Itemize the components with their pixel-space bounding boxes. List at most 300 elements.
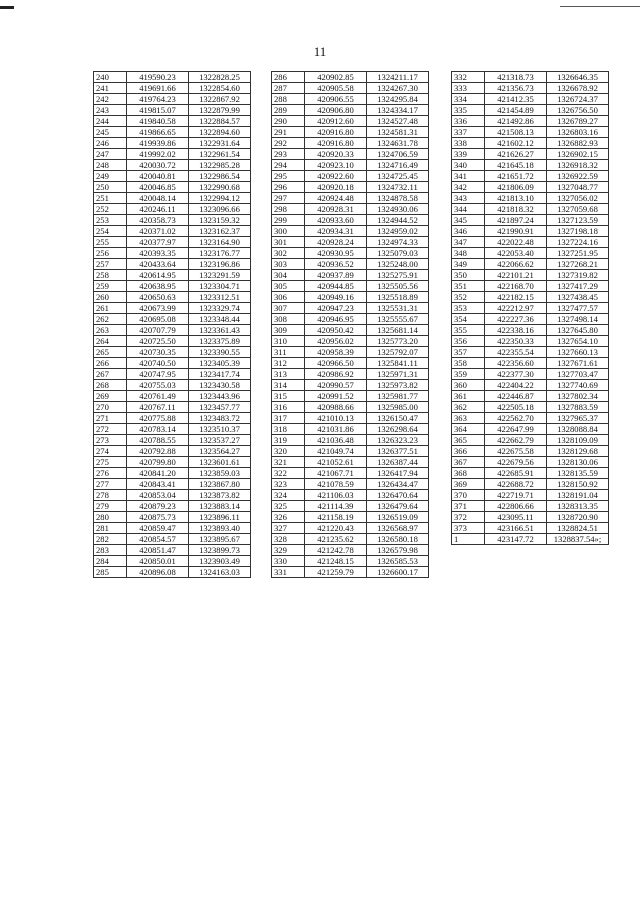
x-coordinate-cell: 420930.95 [305, 248, 367, 259]
table-row [452, 105, 609, 116]
x-coordinate-cell: 421052.61 [305, 457, 367, 468]
point-number-cell: 246 [94, 138, 127, 149]
x-coordinate-cell: 420859.47 [127, 523, 189, 534]
y-coordinate-cell: 1323443.96 [189, 391, 251, 402]
y-coordinate-cell: 1326678.92 [547, 83, 609, 94]
point-number-cell: 284 [94, 556, 127, 567]
x-coordinate-cell: 419992.02 [127, 149, 189, 160]
table-row [94, 325, 251, 336]
y-coordinate-cell: 1322986.54 [189, 171, 251, 182]
table-row [94, 512, 251, 523]
y-coordinate-cell: 1326434.47 [367, 479, 429, 490]
x-coordinate-cell: 422212.97 [485, 303, 547, 314]
table-row [94, 336, 251, 347]
point-number-cell: 307 [272, 303, 305, 314]
x-coordinate-cell: 420966.50 [305, 358, 367, 369]
y-coordinate-cell: 1328720.90 [547, 512, 609, 523]
table-row [94, 105, 251, 116]
y-coordinate-cell: 1324631.78 [367, 138, 429, 149]
x-coordinate-cell: 422562.70 [485, 413, 547, 424]
y-coordinate-cell: 1326882.93 [547, 138, 609, 149]
point-number-cell: 309 [272, 325, 305, 336]
x-coordinate-cell: 421602.12 [485, 138, 547, 149]
y-coordinate-cell: 1326922.59 [547, 171, 609, 182]
point-number-cell: 289 [272, 105, 305, 116]
x-coordinate-cell: 420902.85 [305, 72, 367, 83]
point-number-cell: 277 [94, 479, 127, 490]
x-coordinate-cell: 423166.51 [485, 523, 547, 534]
table-row [452, 424, 609, 435]
point-number-cell: 320 [272, 446, 305, 457]
table-row [272, 94, 429, 105]
x-coordinate-cell: 419866.65 [127, 127, 189, 138]
table-row [94, 127, 251, 138]
point-number-cell: 357 [452, 347, 485, 358]
point-number-cell: 371 [452, 501, 485, 512]
y-coordinate-cell: 1326789.27 [547, 116, 609, 127]
point-number-cell: 319 [272, 435, 305, 446]
point-number-cell: 274 [94, 446, 127, 457]
point-number-cell: 270 [94, 402, 127, 413]
table-row [94, 424, 251, 435]
x-coordinate-cell: 422338.16 [485, 325, 547, 336]
table-row [452, 380, 609, 391]
x-coordinate-cell: 420040.81 [127, 171, 189, 182]
table-row [94, 248, 251, 259]
point-number-cell: 322 [272, 468, 305, 479]
x-coordinate-cell: 422227.36 [485, 314, 547, 325]
table-row [452, 215, 609, 226]
y-coordinate-cell: 1322867.92 [189, 94, 251, 105]
x-coordinate-cell: 421492.86 [485, 116, 547, 127]
y-coordinate-cell: 1328129.68 [547, 446, 609, 457]
x-coordinate-cell: 422675.58 [485, 446, 547, 457]
point-number-cell: 365 [452, 435, 485, 446]
point-number-cell: 263 [94, 325, 127, 336]
x-coordinate-cell: 421078.59 [305, 479, 367, 490]
table-row [452, 270, 609, 281]
table-row [452, 292, 609, 303]
y-coordinate-cell: 1322879.99 [189, 105, 251, 116]
x-coordinate-cell: 420991.52 [305, 391, 367, 402]
table-row [272, 325, 429, 336]
top-right-rule [560, 6, 640, 7]
point-number-cell: 342 [452, 182, 485, 193]
x-coordinate-cell: 419939.86 [127, 138, 189, 149]
table-row [94, 72, 251, 83]
y-coordinate-cell: 1327660.13 [547, 347, 609, 358]
point-number-cell: 257 [94, 259, 127, 270]
table-row [272, 358, 429, 369]
x-coordinate-cell: 421818.32 [485, 204, 547, 215]
table-row [94, 171, 251, 182]
y-coordinate-cell: 1323405.39 [189, 358, 251, 369]
table-row [452, 402, 609, 413]
x-coordinate-cell: 420933.60 [305, 215, 367, 226]
point-number-cell: 361 [452, 391, 485, 402]
point-number-cell: 278 [94, 490, 127, 501]
point-number-cell: 326 [272, 512, 305, 523]
table-row [452, 512, 609, 523]
table-row [94, 116, 251, 127]
x-coordinate-cell: 420030.72 [127, 160, 189, 171]
table-row [272, 490, 429, 501]
point-number-cell: 244 [94, 116, 127, 127]
point-number-cell: 308 [272, 314, 305, 325]
x-coordinate-cell: 421235.62 [305, 534, 367, 545]
x-coordinate-cell: 420916.80 [305, 127, 367, 138]
table-row [452, 347, 609, 358]
x-coordinate-cell: 420879.23 [127, 501, 189, 512]
table-row [452, 468, 609, 479]
table-row [94, 545, 251, 556]
x-coordinate-cell: 422053.40 [485, 248, 547, 259]
point-number-cell: 341 [452, 171, 485, 182]
y-coordinate-cell: 1323375.89 [189, 336, 251, 347]
point-number-cell: 267 [94, 369, 127, 380]
x-coordinate-cell: 420920.33 [305, 149, 367, 160]
y-coordinate-cell: 1328837.54»; [547, 534, 609, 545]
point-number-cell: 363 [452, 413, 485, 424]
table-row [452, 138, 609, 149]
x-coordinate-cell: 420841.20 [127, 468, 189, 479]
table-row [452, 83, 609, 94]
point-number-cell: 373 [452, 523, 485, 534]
x-coordinate-cell: 421318.73 [485, 72, 547, 83]
x-coordinate-cell: 420936.52 [305, 259, 367, 270]
point-number-cell: 349 [452, 259, 485, 270]
point-number-cell: 332 [452, 72, 485, 83]
x-coordinate-cell: 420958.39 [305, 347, 367, 358]
x-coordinate-cell: 420433.64 [127, 259, 189, 270]
y-coordinate-cell: 1325985.00 [367, 402, 429, 413]
table-row [94, 534, 251, 545]
table-row [94, 160, 251, 171]
point-number-cell: 272 [94, 424, 127, 435]
table-row [452, 127, 609, 138]
x-coordinate-cell: 421010.13 [305, 413, 367, 424]
y-coordinate-cell: 1322828.25 [189, 72, 251, 83]
y-coordinate-cell: 1324732.11 [367, 182, 429, 193]
x-coordinate-cell: 421645.18 [485, 160, 547, 171]
table-row [94, 303, 251, 314]
table-row [272, 281, 429, 292]
table-row [452, 490, 609, 501]
table-row [272, 259, 429, 270]
table-row [94, 149, 251, 160]
table-row [94, 490, 251, 501]
point-number-cell: 310 [272, 336, 305, 347]
table-row [272, 534, 429, 545]
table-row [94, 435, 251, 446]
point-number-cell: 269 [94, 391, 127, 402]
x-coordinate-cell: 420843.41 [127, 479, 189, 490]
table-row [452, 281, 609, 292]
y-coordinate-cell: 1323883.14 [189, 501, 251, 512]
point-number-cell: 297 [272, 193, 305, 204]
table-row [94, 182, 251, 193]
page-number: 11 [313, 44, 327, 59]
x-coordinate-cell: 422719.71 [485, 490, 547, 501]
table-row [94, 358, 251, 369]
y-coordinate-cell: 1326387.44 [367, 457, 429, 468]
y-coordinate-cell: 1324725.45 [367, 171, 429, 182]
point-number-cell: 288 [272, 94, 305, 105]
point-number-cell: 360 [452, 380, 485, 391]
y-coordinate-cell: 1324334.17 [367, 105, 429, 116]
x-coordinate-cell: 420920.18 [305, 182, 367, 193]
x-coordinate-cell: 420673.99 [127, 303, 189, 314]
point-number-cell: 271 [94, 413, 127, 424]
x-coordinate-cell: 420799.80 [127, 457, 189, 468]
x-coordinate-cell: 421806.09 [485, 182, 547, 193]
y-coordinate-cell: 1327056.02 [547, 193, 609, 204]
y-coordinate-cell: 1324211.17 [367, 72, 429, 83]
table-row [272, 138, 429, 149]
y-coordinate-cell: 1327654.10 [547, 336, 609, 347]
y-coordinate-cell: 1323164.90 [189, 237, 251, 248]
top-left-rule [0, 6, 14, 9]
x-coordinate-cell: 422679.56 [485, 457, 547, 468]
table-row [452, 369, 609, 380]
y-coordinate-cell: 1328191.04 [547, 490, 609, 501]
y-coordinate-cell: 1325518.89 [367, 292, 429, 303]
x-coordinate-cell: 422350.33 [485, 336, 547, 347]
table-row [452, 149, 609, 160]
y-coordinate-cell: 1326902.15 [547, 149, 609, 160]
y-coordinate-cell: 1323483.72 [189, 413, 251, 424]
table-row [452, 336, 609, 347]
point-number-cell: 291 [272, 127, 305, 138]
table-row [452, 446, 609, 457]
x-coordinate-cell: 423147.72 [485, 534, 547, 545]
x-coordinate-cell: 420928.24 [305, 237, 367, 248]
y-coordinate-cell: 1323601.61 [189, 457, 251, 468]
point-number-cell: 299 [272, 215, 305, 226]
y-coordinate-cell: 1327965.37 [547, 413, 609, 424]
table-row [94, 83, 251, 94]
table-row [272, 435, 429, 446]
y-coordinate-cell: 1327417.29 [547, 281, 609, 292]
y-coordinate-cell: 1326579.98 [367, 545, 429, 556]
coordinates-table-2 [271, 71, 429, 578]
point-number-cell: 314 [272, 380, 305, 391]
table-row [272, 127, 429, 138]
table-row [94, 479, 251, 490]
point-number-cell: 347 [452, 237, 485, 248]
y-coordinate-cell: 1325275.91 [367, 270, 429, 281]
point-number-cell: 311 [272, 347, 305, 358]
y-coordinate-cell: 1324878.58 [367, 193, 429, 204]
table-row [272, 303, 429, 314]
point-number-cell: 303 [272, 259, 305, 270]
point-number-cell: 323 [272, 479, 305, 490]
y-coordinate-cell: 1327671.61 [547, 358, 609, 369]
x-coordinate-cell: 420923.10 [305, 160, 367, 171]
table-row [272, 204, 429, 215]
point-number-cell: 316 [272, 402, 305, 413]
x-coordinate-cell: 421158.19 [305, 512, 367, 523]
point-number-cell: 328 [272, 534, 305, 545]
point-number-cell: 241 [94, 83, 127, 94]
y-coordinate-cell: 1323329.74 [189, 303, 251, 314]
y-coordinate-cell: 1323196.86 [189, 259, 251, 270]
x-coordinate-cell: 421036.48 [305, 435, 367, 446]
y-coordinate-cell: 1323312.51 [189, 292, 251, 303]
y-coordinate-cell: 1328313.35 [547, 501, 609, 512]
y-coordinate-cell: 1322994.12 [189, 193, 251, 204]
x-coordinate-cell: 422355.54 [485, 347, 547, 358]
point-number-cell: 262 [94, 314, 127, 325]
y-coordinate-cell: 1326580.18 [367, 534, 429, 545]
x-coordinate-cell: 420761.49 [127, 391, 189, 402]
x-coordinate-cell: 422356.60 [485, 358, 547, 369]
point-number-cell: 254 [94, 226, 127, 237]
point-number-cell: 305 [272, 281, 305, 292]
point-number-cell: 338 [452, 138, 485, 149]
x-coordinate-cell: 420896.08 [127, 567, 189, 578]
coordinates-table-1 [93, 71, 251, 578]
x-coordinate-cell: 420775.88 [127, 413, 189, 424]
x-coordinate-cell: 422505.18 [485, 402, 547, 413]
point-number-cell: 348 [452, 248, 485, 259]
table-row [94, 556, 251, 567]
point-number-cell: 243 [94, 105, 127, 116]
table-row [272, 468, 429, 479]
y-coordinate-cell: 1323537.27 [189, 435, 251, 446]
x-coordinate-cell: 420740.50 [127, 358, 189, 369]
table-row [94, 204, 251, 215]
point-number-cell: 333 [452, 83, 485, 94]
table-row [452, 160, 609, 171]
point-number-cell: 268 [94, 380, 127, 391]
table-row [94, 347, 251, 358]
y-coordinate-cell: 1326756.50 [547, 105, 609, 116]
point-number-cell: 296 [272, 182, 305, 193]
x-coordinate-cell: 420912.60 [305, 116, 367, 127]
x-coordinate-cell: 420358.73 [127, 215, 189, 226]
x-coordinate-cell: 420990.57 [305, 380, 367, 391]
y-coordinate-cell: 1323304.71 [189, 281, 251, 292]
y-coordinate-cell: 1322961.54 [189, 149, 251, 160]
point-number-cell: 242 [94, 94, 127, 105]
point-number-cell: 1 [452, 534, 485, 545]
point-number-cell: 340 [452, 160, 485, 171]
y-coordinate-cell: 1323291.59 [189, 270, 251, 281]
table-row [452, 204, 609, 215]
table-row [272, 501, 429, 512]
table-row [272, 215, 429, 226]
table-row [94, 193, 251, 204]
table-row [94, 237, 251, 248]
point-number-cell: 343 [452, 193, 485, 204]
table-row [272, 567, 429, 578]
point-number-cell: 252 [94, 204, 127, 215]
x-coordinate-cell: 422806.66 [485, 501, 547, 512]
y-coordinate-cell: 1322884.57 [189, 116, 251, 127]
point-number-cell: 336 [452, 116, 485, 127]
point-number-cell: 335 [452, 105, 485, 116]
y-coordinate-cell: 1325681.14 [367, 325, 429, 336]
y-coordinate-cell: 1323867.80 [189, 479, 251, 490]
table-row [452, 259, 609, 270]
point-number-cell: 329 [272, 545, 305, 556]
point-number-cell: 312 [272, 358, 305, 369]
point-number-cell: 318 [272, 424, 305, 435]
y-coordinate-cell: 1327802.34 [547, 391, 609, 402]
x-coordinate-cell: 422446.87 [485, 391, 547, 402]
table-row [272, 292, 429, 303]
y-coordinate-cell: 1326377.51 [367, 446, 429, 457]
x-coordinate-cell: 420371.02 [127, 226, 189, 237]
x-coordinate-cell: 420783.14 [127, 424, 189, 435]
x-coordinate-cell: 420755.03 [127, 380, 189, 391]
y-coordinate-cell: 1326918.32 [547, 160, 609, 171]
point-number-cell: 256 [94, 248, 127, 259]
point-number-cell: 359 [452, 369, 485, 380]
y-coordinate-cell: 1325555.67 [367, 314, 429, 325]
point-number-cell: 353 [452, 303, 485, 314]
y-coordinate-cell: 1328135.59 [547, 468, 609, 479]
y-coordinate-cell: 1323895.67 [189, 534, 251, 545]
point-number-cell: 321 [272, 457, 305, 468]
table-row [94, 457, 251, 468]
y-coordinate-cell: 1322990.68 [189, 182, 251, 193]
x-coordinate-cell: 422066.62 [485, 259, 547, 270]
point-number-cell: 253 [94, 215, 127, 226]
point-number-cell: 317 [272, 413, 305, 424]
x-coordinate-cell: 422685.91 [485, 468, 547, 479]
y-coordinate-cell: 1323390.55 [189, 347, 251, 358]
point-number-cell: 367 [452, 457, 485, 468]
y-coordinate-cell: 1325773.20 [367, 336, 429, 347]
point-number-cell: 350 [452, 270, 485, 281]
point-number-cell: 285 [94, 567, 127, 578]
x-coordinate-cell: 420905.58 [305, 83, 367, 94]
table-row [452, 314, 609, 325]
x-coordinate-cell: 420788.55 [127, 435, 189, 446]
y-coordinate-cell: 1324930.06 [367, 204, 429, 215]
table-row [94, 391, 251, 402]
table-row [272, 149, 429, 160]
x-coordinate-cell: 421897.24 [485, 215, 547, 226]
point-number-cell: 364 [452, 424, 485, 435]
x-coordinate-cell: 421220.43 [305, 523, 367, 534]
table-row [272, 402, 429, 413]
x-coordinate-cell: 421067.71 [305, 468, 367, 479]
x-coordinate-cell: 420048.14 [127, 193, 189, 204]
table-row [272, 83, 429, 94]
point-number-cell: 287 [272, 83, 305, 94]
point-number-cell: 302 [272, 248, 305, 259]
table-row [272, 512, 429, 523]
x-coordinate-cell: 422022.48 [485, 237, 547, 248]
x-coordinate-cell: 420853.04 [127, 490, 189, 501]
point-number-cell: 250 [94, 182, 127, 193]
table-row [452, 435, 609, 446]
table-row [452, 501, 609, 512]
point-number-cell: 306 [272, 292, 305, 303]
y-coordinate-cell: 1324581.31 [367, 127, 429, 138]
y-coordinate-cell: 1323361.43 [189, 325, 251, 336]
x-coordinate-cell: 420986.92 [305, 369, 367, 380]
point-number-cell: 358 [452, 358, 485, 369]
point-number-cell: 290 [272, 116, 305, 127]
x-coordinate-cell: 420906.55 [305, 94, 367, 105]
x-coordinate-cell: 422101.21 [485, 270, 547, 281]
table-row [452, 226, 609, 237]
table-row [94, 314, 251, 325]
